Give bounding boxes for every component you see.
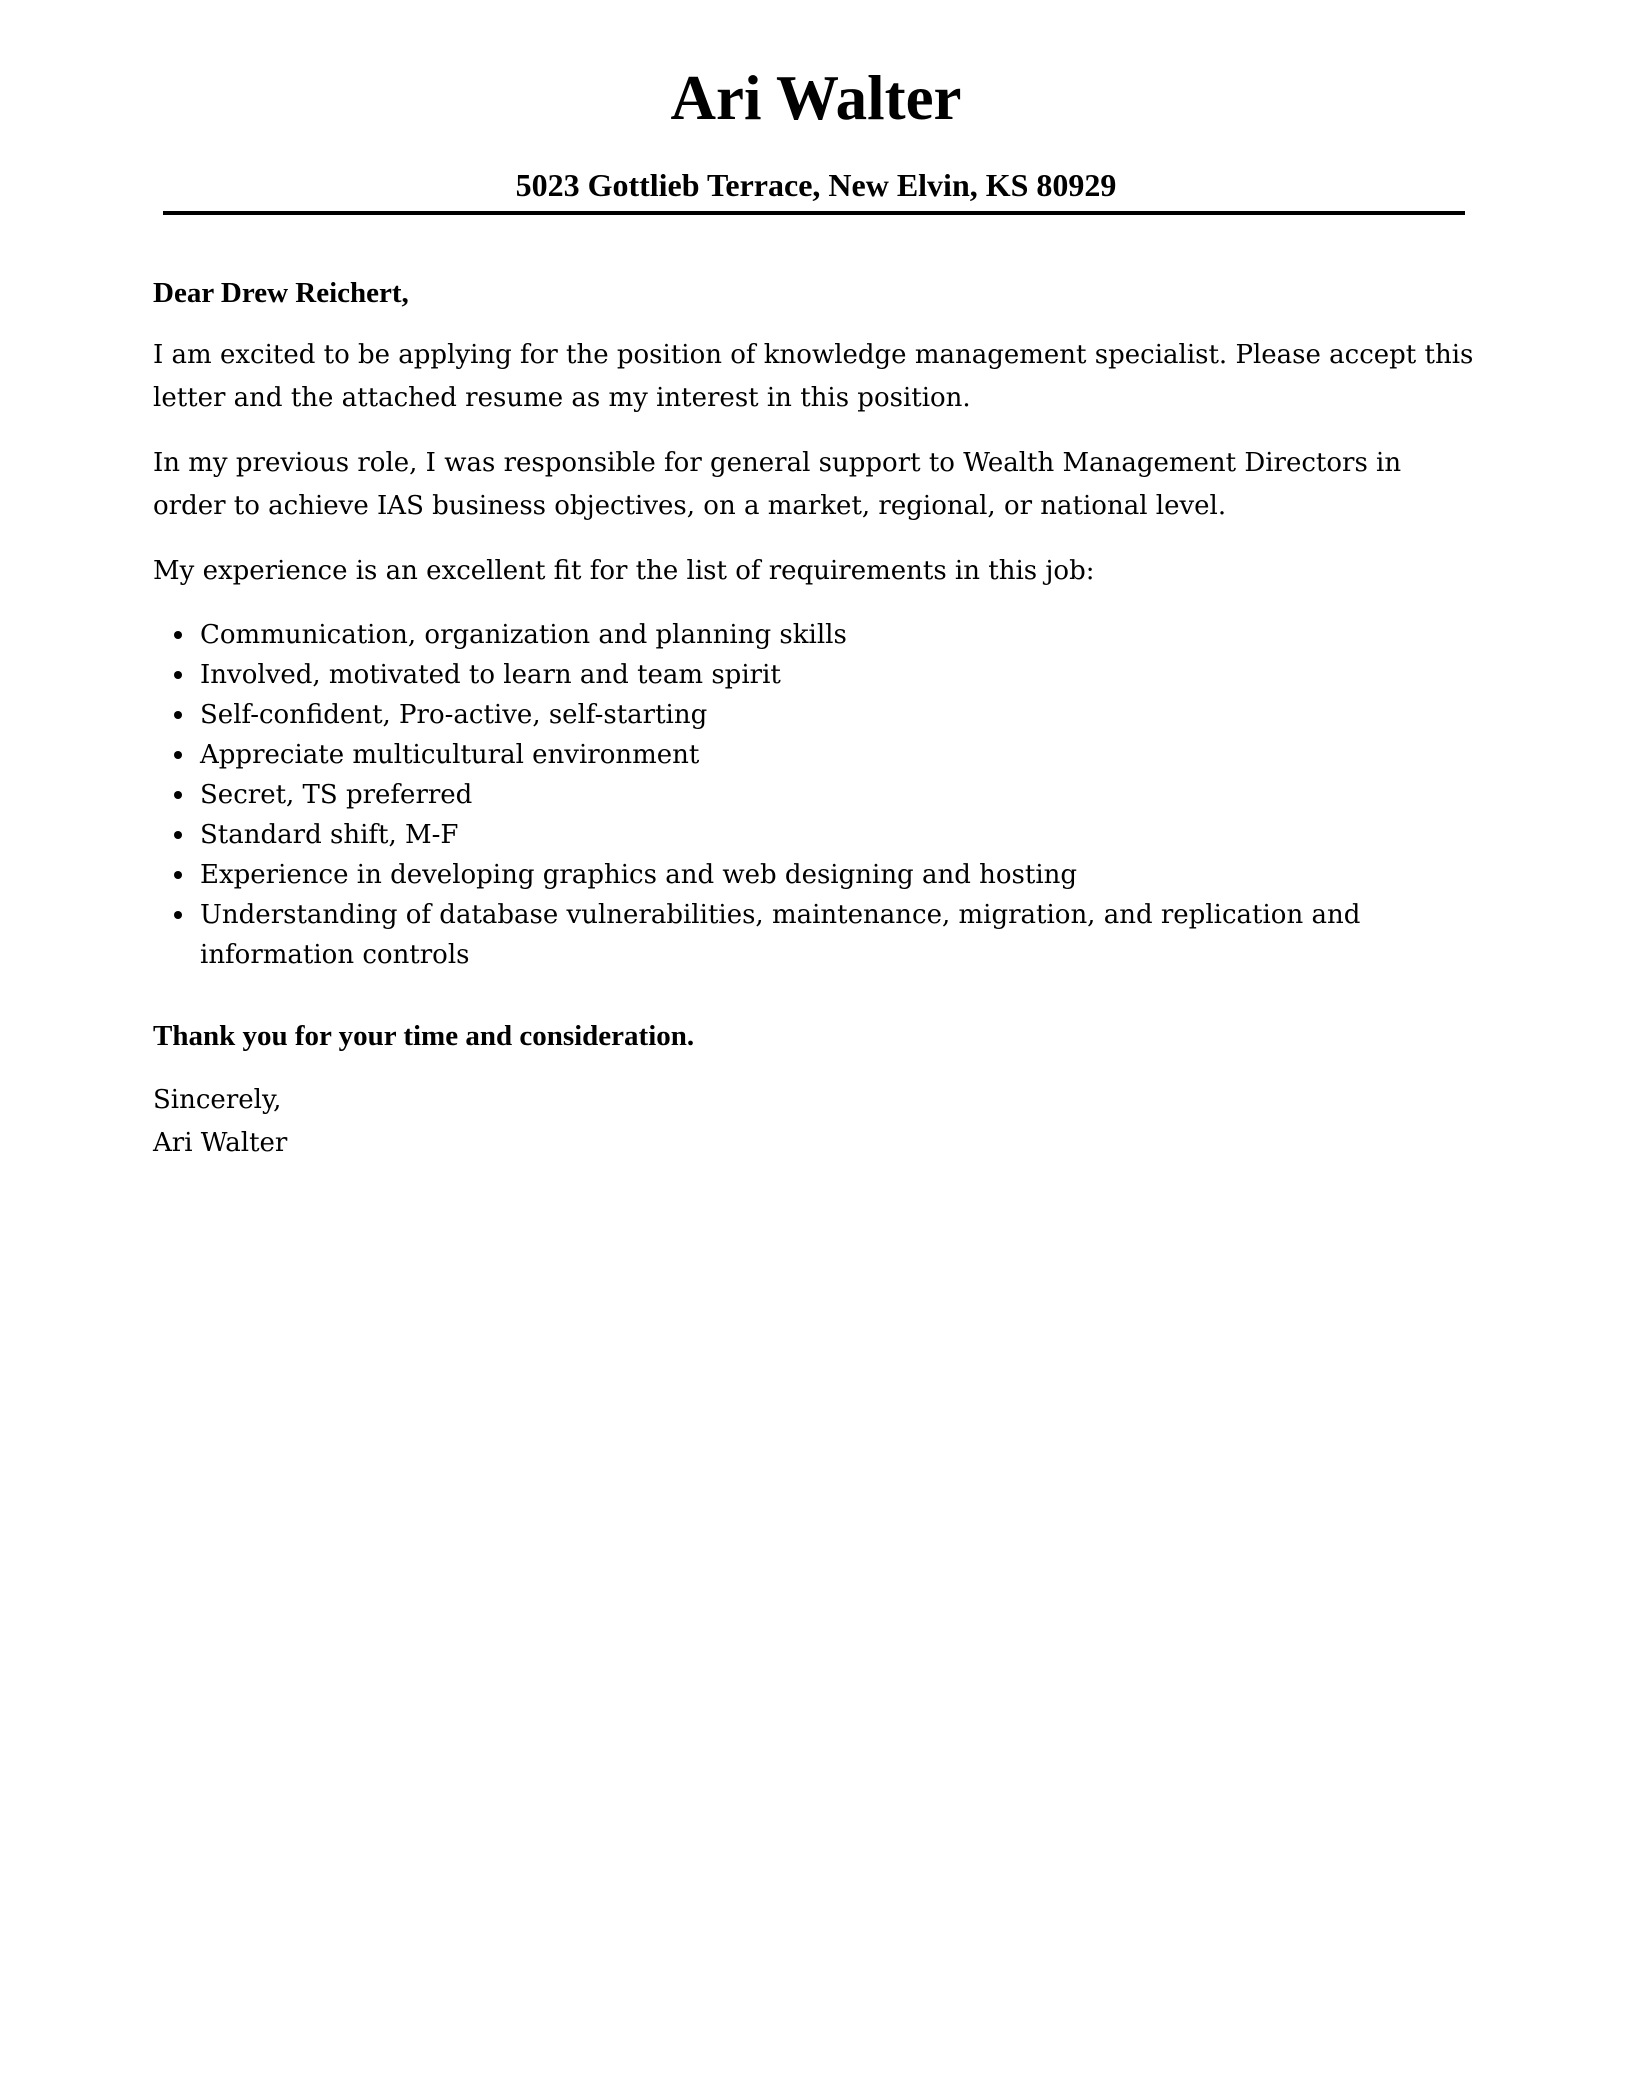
closing-line: Thank you for your time and consideration. xyxy=(153,1020,695,1052)
bullet-icon xyxy=(174,911,182,919)
list-item-text: Involved, motivated to learn and team spirit xyxy=(200,660,781,690)
list-item-text: Secret, TS preferred xyxy=(200,780,473,810)
intro-paragraph: I am excited to be applying for the position of knowledge management specialist. Please accept this letter and the attached resume as my interest in this position. xyxy=(153,340,1474,413)
requirements-list xyxy=(153,615,1478,975)
letter-body xyxy=(153,272,1478,1165)
bullet-icon xyxy=(174,751,182,759)
signature-name: Ari Walter xyxy=(153,1128,288,1158)
list-item xyxy=(153,775,1478,815)
list-item xyxy=(153,735,1478,775)
list-item xyxy=(153,695,1478,735)
bullet-icon xyxy=(174,631,182,639)
salutation: Dear Drew Reichert, xyxy=(153,277,409,309)
list-item-text: Standard shift, M-F xyxy=(200,820,459,850)
experience-paragraph: In my previous role, I was responsible for general support to Wealth Management Directors in order to achieve IAS business objectives, on a market, regional, or national level. xyxy=(153,448,1402,521)
header-divider xyxy=(163,211,1465,215)
list-item-text: Communication, organization and planning skills xyxy=(200,620,847,650)
bullet-icon xyxy=(174,791,182,799)
bullet-icon xyxy=(174,831,182,839)
bullet-icon xyxy=(174,871,182,879)
bullet-icon xyxy=(174,671,182,679)
list-item xyxy=(153,615,1478,655)
applicant-address: 5023 Gottlieb Terrace, New Elvin, KS 80929 xyxy=(515,167,1117,203)
applicant-name-heading: Ari Walter xyxy=(670,63,962,133)
list-item-text: Appreciate multicultural environment xyxy=(200,740,700,770)
list-item-text: Self-confident, Pro-active, self-starting xyxy=(200,700,708,730)
list-item xyxy=(153,655,1478,695)
list-item-text: Understanding of database vulnerabilities, maintenance, migration, and replication and information controls xyxy=(200,900,1361,970)
signoff-block xyxy=(153,1079,1478,1165)
list-item xyxy=(153,815,1478,855)
valediction: Sincerely, xyxy=(153,1085,282,1115)
list-item-text: Experience in developing graphics and web designing and hosting xyxy=(200,860,1078,890)
bullet-icon xyxy=(174,711,182,719)
list-item xyxy=(153,895,1478,975)
requirements-intro: My experience is an excellent fit for the list of requirements in this job: xyxy=(153,556,1095,586)
list-item xyxy=(153,855,1478,895)
